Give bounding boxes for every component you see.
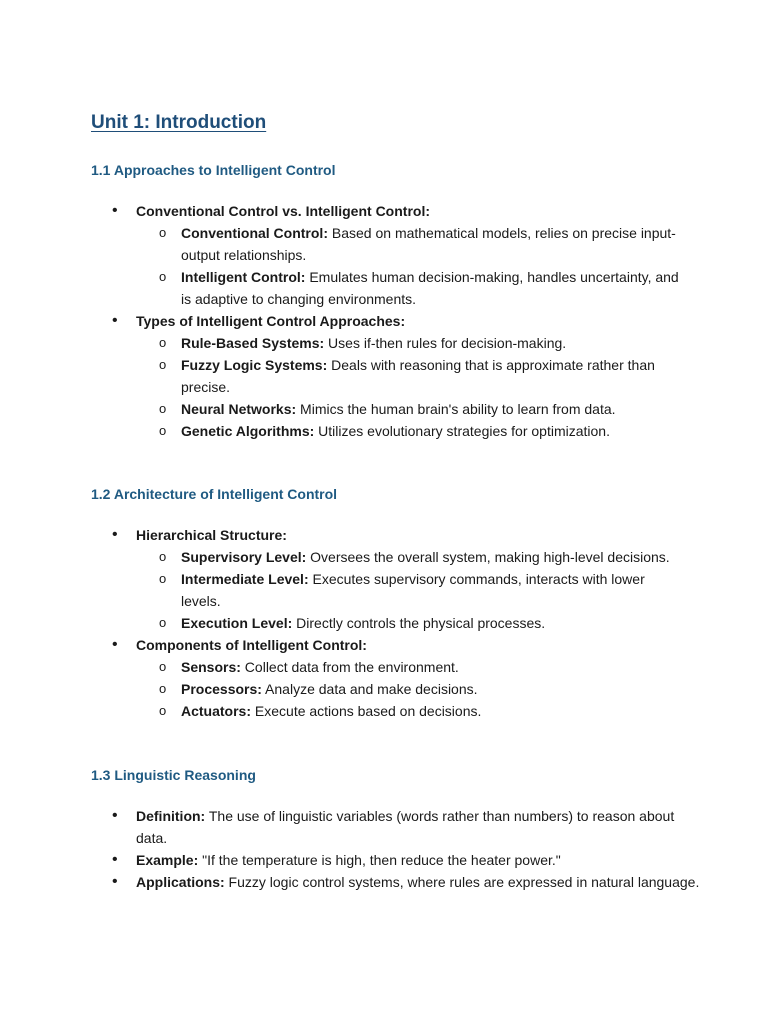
sub-list-item: [136, 398, 708, 420]
sub-list-item: [136, 354, 708, 398]
sub-item-label: Intelligent Control:: [181, 269, 306, 285]
sub-item-text: Collect data from the environment.: [240, 659, 459, 675]
sub-item-label: Intermediate Level:: [181, 571, 309, 587]
sub-item-text: Mimics the human brain's ability to learn from data.: [296, 401, 616, 417]
section-list-architecture: [0, 524, 768, 722]
list-item-text: "If the temperature is high, then reduce the heater power.": [198, 852, 561, 868]
sub-item-label: Genetic Algorithms:: [181, 423, 315, 439]
list-item: [0, 805, 768, 849]
sub-item-text: Executes supervisory commands, interacts with lower levels.: [181, 571, 645, 609]
sub-list: [136, 656, 708, 722]
sub-item-text: Emulates human decision-making, handles uncertainty, and is adaptive to changing environments.: [181, 269, 679, 307]
sub-item-text: Execute actions based on decisions.: [251, 703, 482, 719]
sub-item-label: Sensors:: [181, 659, 241, 675]
list-item-label: Types of Intelligent Control Approaches:: [136, 313, 406, 329]
list-item: [0, 634, 768, 722]
sub-item-text: Analyze data and make decisions.: [261, 681, 478, 697]
section-list-approaches: [0, 200, 768, 442]
sub-item-label: Fuzzy Logic Systems:: [181, 357, 328, 373]
list-item-label: Example:: [136, 852, 199, 868]
section-heading-linguistic: 1.3 Linguistic Reasoning: [91, 767, 256, 783]
sub-list-item: [136, 420, 708, 442]
sub-item-text: Directly controls the physical processes.: [292, 615, 546, 631]
sub-list-item: [136, 678, 708, 700]
sub-item-text: Uses if-then rules for decision-making.: [324, 335, 567, 351]
list-item: [0, 200, 768, 310]
list-item-label: Conventional Control vs. Intelligent Control:: [136, 203, 430, 219]
list-item-text: Fuzzy logic control systems, where rules are expressed in natural language.: [224, 874, 700, 890]
section-heading-approaches: 1.1 Approaches to Intelligent Control: [91, 162, 336, 178]
sub-list-item: [136, 656, 708, 678]
sub-item-label: Execution Level:: [181, 615, 293, 631]
list-item-label: Components of Intelligent Control:: [136, 637, 367, 653]
sub-list: [136, 222, 708, 310]
sub-list: [136, 332, 708, 442]
sub-item-text: Utilizes evolutionary strategies for optimization.: [314, 423, 610, 439]
list-item-label: Hierarchical Structure:: [136, 527, 287, 543]
list-item-text: The use of linguistic variables (words rather than numbers) to reason about data.: [136, 808, 675, 846]
list-item: [0, 524, 768, 634]
sub-item-label: Supervisory Level:: [181, 549, 307, 565]
sub-list-item: [136, 266, 708, 310]
sub-list-item: [136, 332, 708, 354]
sub-list-item: [136, 568, 708, 612]
list-item-label: Definition:: [136, 808, 206, 824]
section-list-linguistic: [0, 805, 768, 893]
sub-list-item: [136, 222, 708, 266]
list-item: [0, 849, 768, 871]
page-title: Unit 1: Introduction: [91, 112, 267, 133]
sub-item-label: Neural Networks:: [181, 401, 297, 417]
sub-item-text: Based on mathematical models, relies on precise input-output relationships.: [181, 225, 676, 263]
sub-item-label: Conventional Control:: [181, 225, 328, 241]
list-item-label: Applications:: [136, 874, 225, 890]
section-heading-architecture: 1.2 Architecture of Intelligent Control: [91, 486, 338, 502]
sub-item-label: Processors:: [181, 681, 262, 697]
sub-item-text: Oversees the overall system, making high-level decisions.: [306, 549, 670, 565]
sub-list-item: [136, 612, 708, 634]
sub-list: [136, 546, 708, 634]
sub-list-item: [136, 700, 708, 722]
sub-item-label: Rule-Based Systems:: [181, 335, 325, 351]
list-item: [0, 871, 768, 893]
sub-list-item: [136, 546, 708, 568]
sub-item-label: Actuators:: [181, 703, 252, 719]
list-item: [0, 310, 768, 442]
sub-item-text: Deals with reasoning that is approximate rather than precise.: [181, 357, 655, 395]
